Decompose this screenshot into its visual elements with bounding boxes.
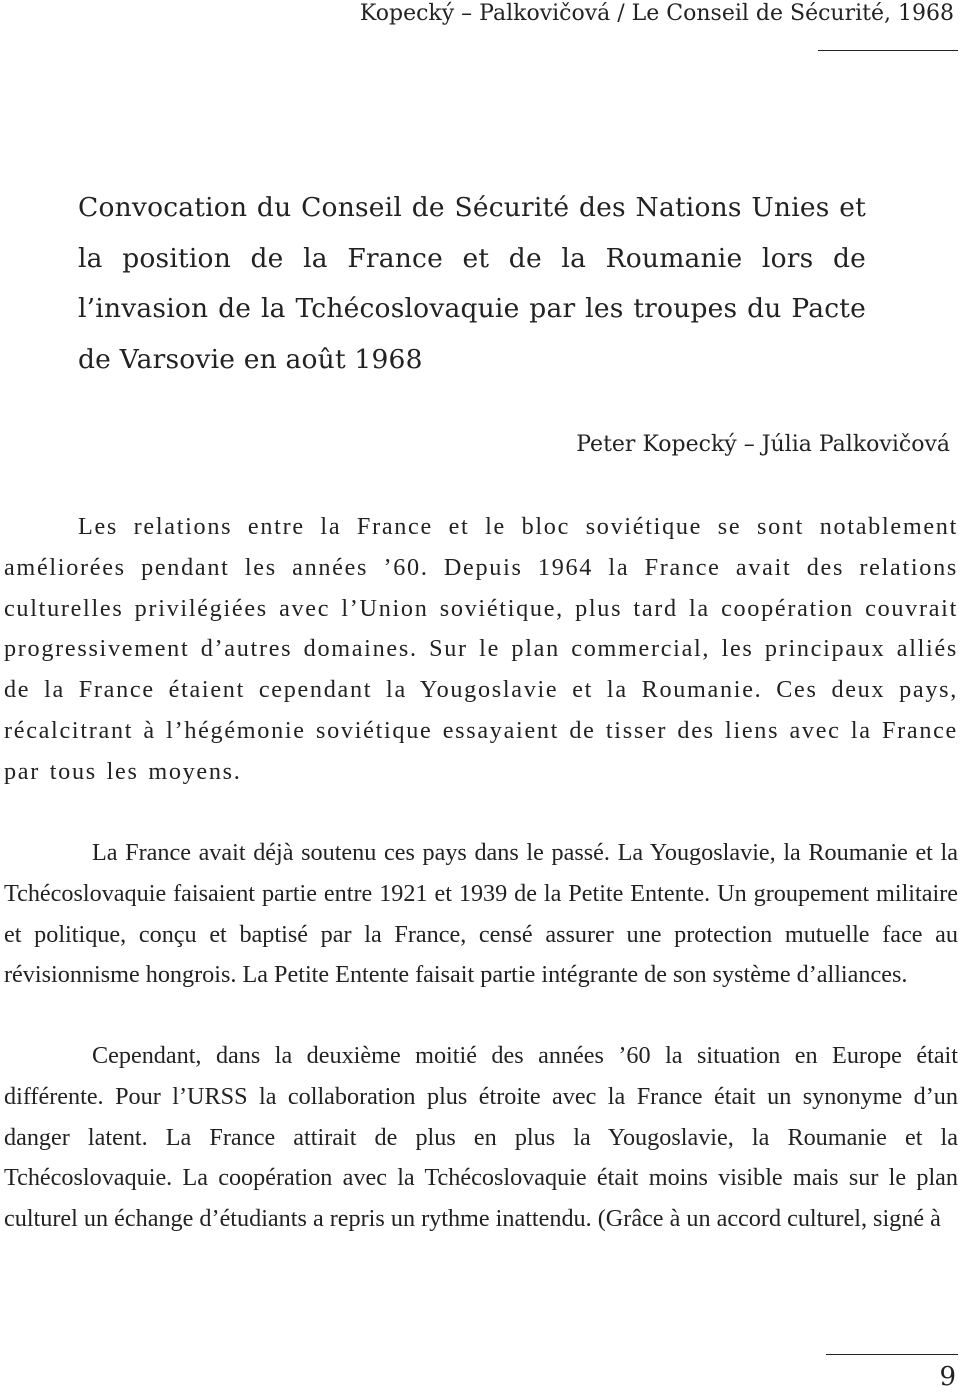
article-title: Convocation du Conseil de Sécurité des Nations Unies et la position de la France et de la Roumanie lors de l’invasion de la Tchécoslovaquie par les troupes du Pacte de Varsovie en août 1968 xyxy=(78,192,866,375)
footer-rule xyxy=(826,1354,958,1355)
running-head: Kopecký – Palkovičová / Le Conseil de Sécurité, 1968 xyxy=(359,1,954,26)
paragraph-1: Les relations entre la France et le bloc soviétique se sont notablement améliorées pendant les années ’60. Depuis 1964 la France avait des relations culturelles privilégiées avec l’Union soviétique, plus tard la coopération couvrait progressivement d’autres domaines. Sur le plan commercial, les principaux alliés de la France étaient cependant la Yougoslavie et la Roumanie. Ces deux pays, récalcitrant à l’hégémonie soviétique essayaient de tisser des liens avec la France par tous les moyens. xyxy=(4,513,958,785)
header-rule xyxy=(818,50,958,51)
page-number: 9 xyxy=(939,1362,956,1392)
paragraph-3: Cependant, dans la deuxième moitié des années ’60 la situation en Europe était différente. Pour l’URSS la collaboration plus étroite avec la France était un synonyme d’un danger latent. La France attirait de plus en plus la Yougoslavie, la Roumanie et la Tchécoslovaquie. La coopération avec la Tchécoslovaquie était moins visible mais sur le plan culturel un échange d’étudiants a repris un rythme inattendu. (Grâce à un accord culturel, signé à xyxy=(4,1042,958,1233)
article-authors: Peter Kopecký – Júlia Palkovičová xyxy=(576,432,950,457)
paragraph-2: La France avait déjà soutenu ces pays dans le passé. La Yougoslavie, la Roumanie et la Tchécoslovaquie faisaient partie entre 1921 et 1939 de la Petite Entente. Un groupement militaire et politique, conçu et baptisé par la France, censé assurer une protection mutuelle face au révisionnisme hongrois. La Petite Entente faisait partie intégrante de son système d’alliances. xyxy=(4,839,958,989)
